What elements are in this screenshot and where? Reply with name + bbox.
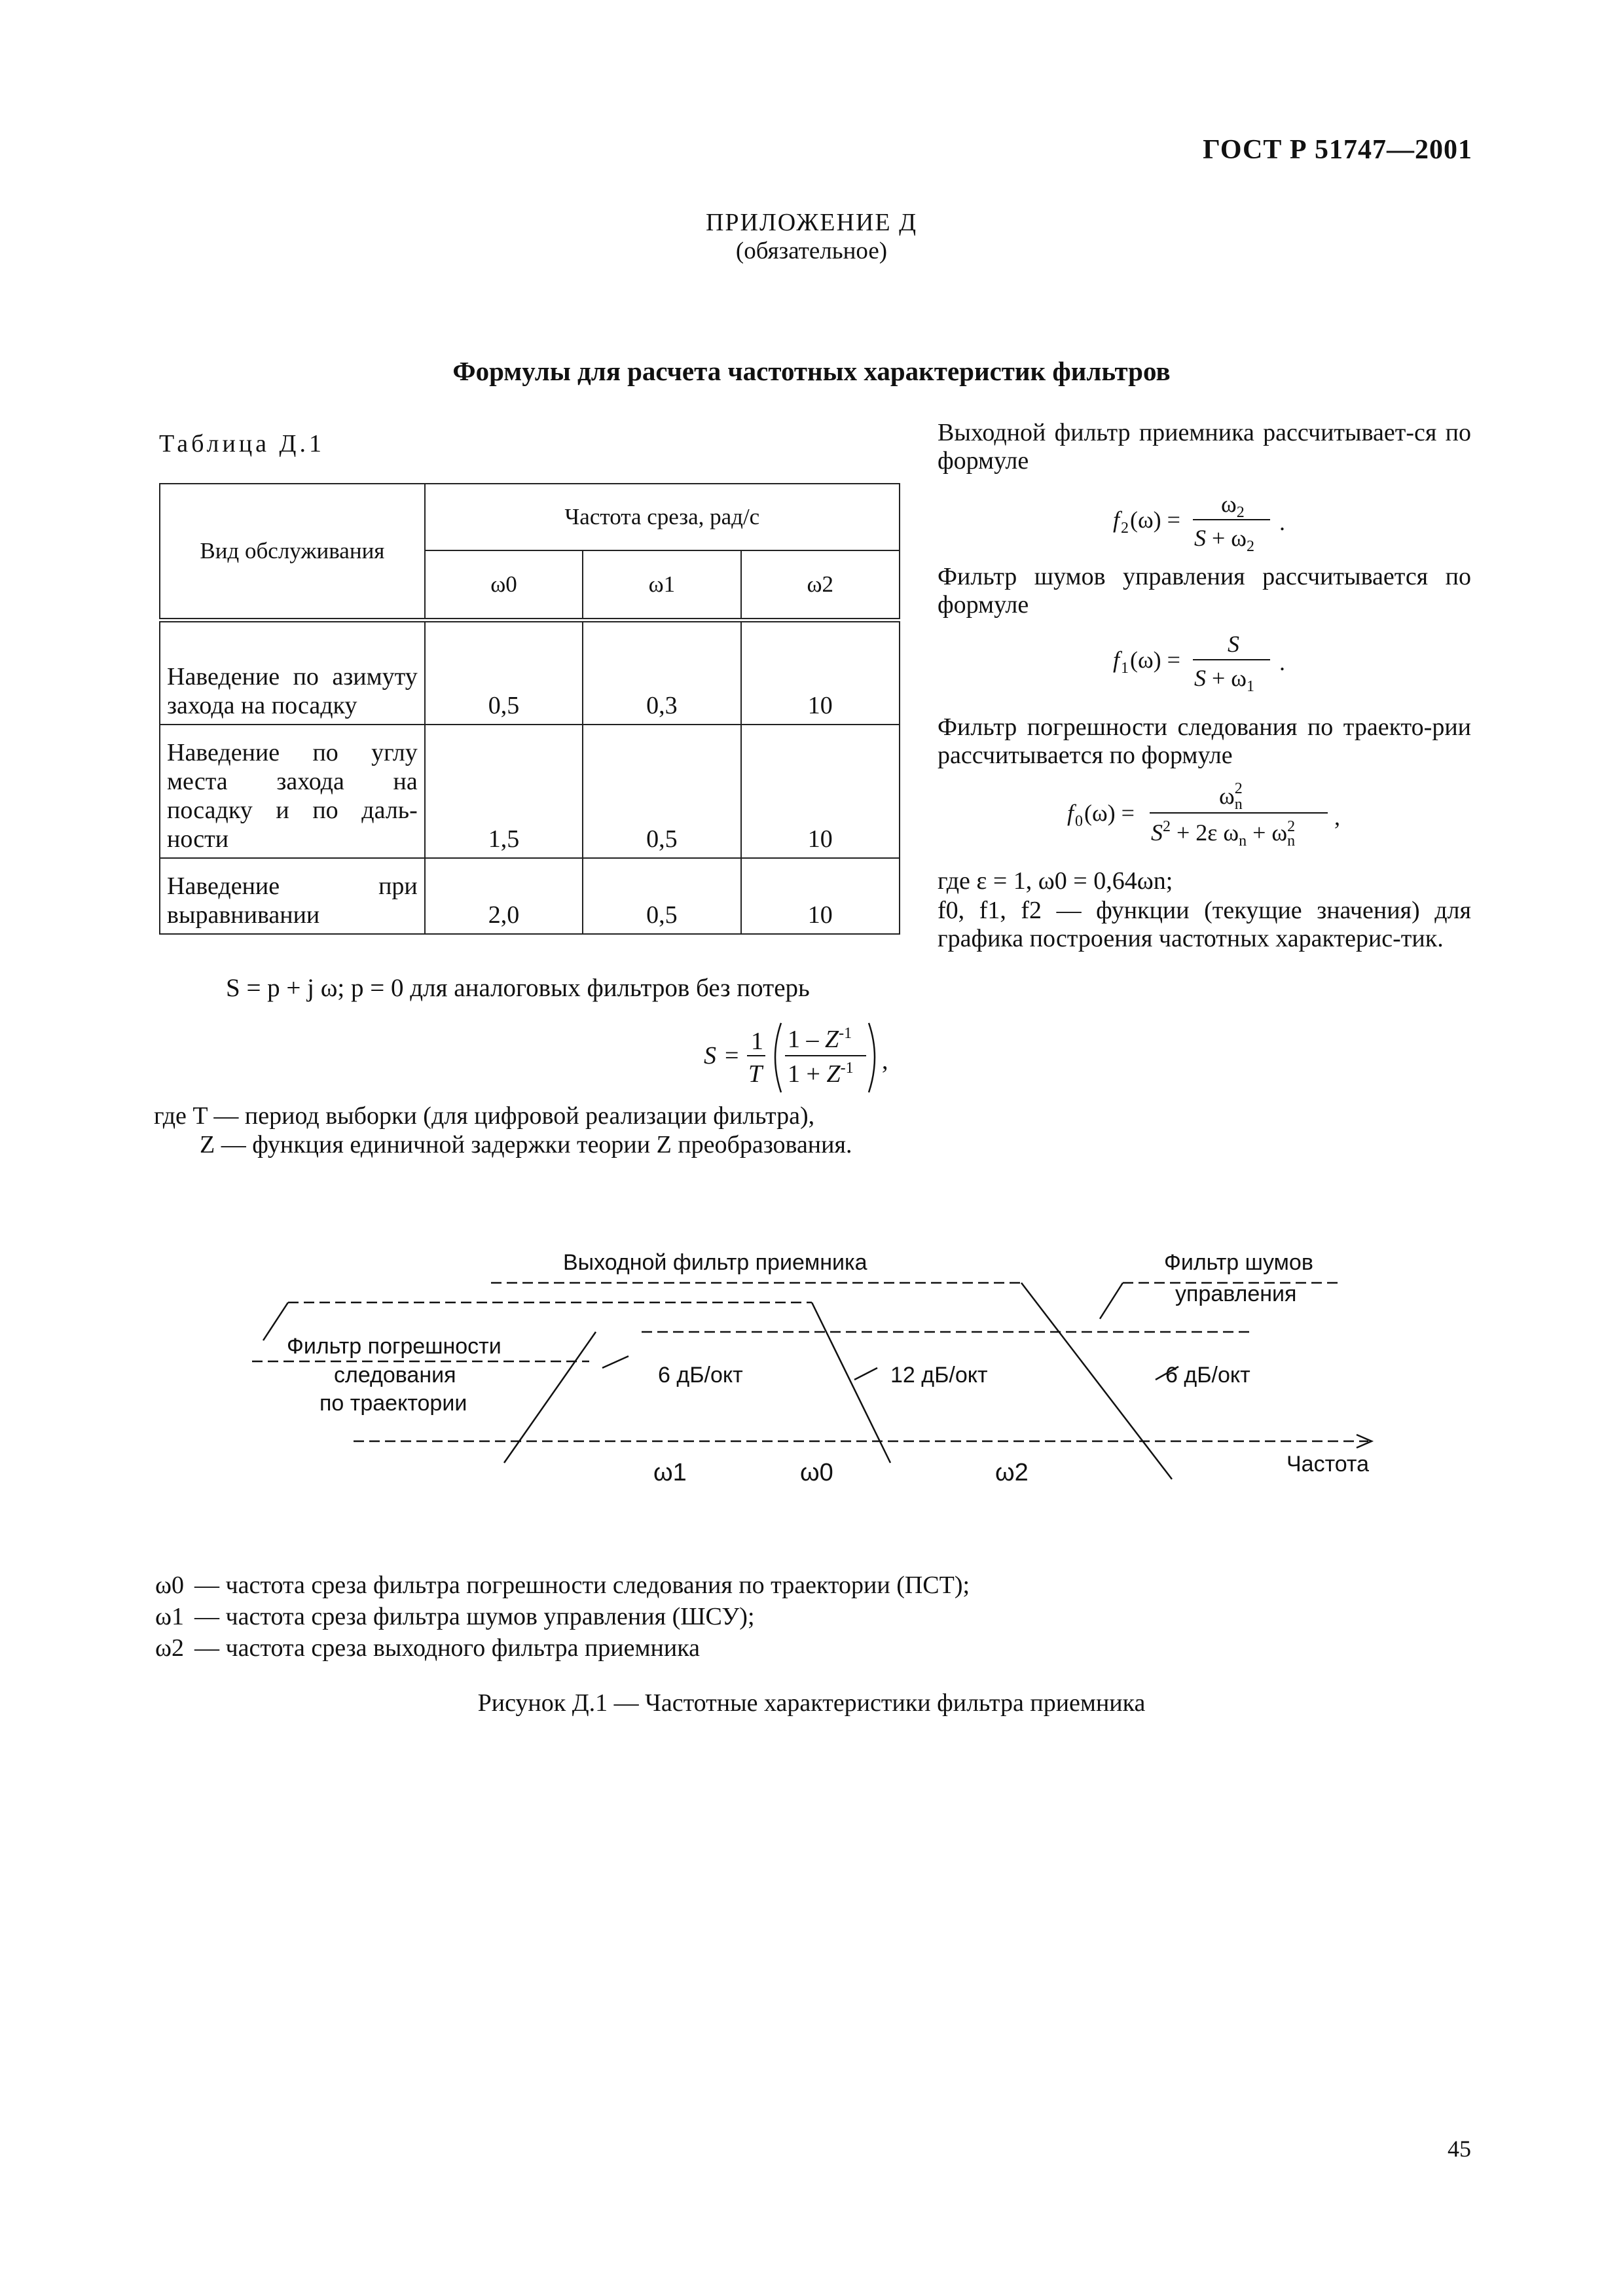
svg-text:1: 1 [1121,660,1129,677]
svg-text:.: . [1279,649,1285,675]
header-omega0: ω0 [425,550,583,620]
header-service-type: Вид обслуживания [160,484,425,620]
document-code: ГОСТ Р 51747—2001 [1203,135,1472,165]
legend-symbol: ω2 [155,1634,185,1662]
label-tracking-1: Фильтр погрешности [287,1334,501,1359]
legend-item [155,1601,970,1632]
svg-text:(ω) =: (ω) = [1130,647,1180,673]
table-row [160,725,900,858]
where-notes [154,1102,852,1159]
frequency-response-diagram [236,1230,1414,1505]
table-row [160,620,900,725]
svg-text:2: 2 [1121,520,1129,537]
legend-item [155,1570,970,1601]
s-definition-note: S = p + j ω; p = 0 для аналоговых фильтров без потерь [226,974,810,1002]
svg-text:.: . [1279,509,1285,535]
table-label: Таблица Д.1 [159,430,325,457]
output-filter-text: Выходной фильтр приемника рассчитывает-ся по формуле [938,419,1471,475]
service-cell: Наведение по углу места захода на посадку и по даль-ности [160,725,425,858]
value-cell: 0,3 [583,620,740,725]
legend-text: — частота среза выходного фильтра приемника [194,1634,700,1662]
service-cell: Наведение при выравнивании [160,858,425,934]
tracking-filter-text: Фильтр погрешности следования по траекто-рии рассчитывается по формуле [938,713,1471,769]
value-cell: 10 [741,858,900,934]
page-number: 45 [1448,2136,1471,2162]
slope-label-1: 6 дБ/окт [658,1363,743,1388]
svg-text:,: , [1334,804,1340,830]
slope-label-2: 12 дБ/окт [890,1363,988,1388]
header-omega1: ω1 [583,550,740,620]
svg-text:S + ω1: $S + \omega_1$ [1194,665,1254,695]
svg-text:=: = [725,1042,739,1069]
label-output-filter: Выходной фильтр приемника [563,1250,867,1275]
legend-item [155,1632,970,1664]
legend-text: — частота среза фильтра погрешности следования по траектории (ПСТ); [194,1571,970,1599]
legend-symbol: ω1 [155,1603,185,1630]
header-cutoff-frequency: Частота среза, рад/с [425,484,900,550]
label-control-noise-1: Фильтр шумов [1164,1250,1313,1275]
legend-text: — частота среза фильтра шумов управления (ШСУ); [194,1603,755,1630]
legend-symbol: ω0 [155,1571,185,1599]
axis-omega0: ω0 [800,1459,833,1486]
value-cell: 2,0 [425,858,583,934]
formula-f0 [1067,772,1355,851]
value-cell: 10 [741,725,900,858]
noise-filter-text: Фильтр шумов управления рассчитывается по формуле [938,563,1471,619]
appendix-title: ПРИЛОЖЕНИЕ Д [705,209,918,236]
functions-note: f0, f1, f2 — функции (текущие значения) для графика построения частотных характерис-тик. [938,897,1471,952]
figure-caption: Рисунок Д.1 — Частотные характеристики фильтра приемника [477,1689,1146,1717]
svg-text:f: f [1113,507,1120,533]
label-tracking-2: следования [334,1363,456,1388]
cutoff-frequency-table [159,483,900,935]
label-tracking-3: по траектории [319,1391,467,1416]
svg-text:,: , [882,1047,888,1075]
svg-text:0: 0 [1075,813,1083,830]
svg-text:(ω) =: (ω) = [1130,507,1180,533]
value-cell: 0,5 [425,620,583,725]
svg-text:T: T [748,1060,763,1088]
header-omega2: ω2 [741,550,900,620]
service-cell: Наведение по азимуту захода на посадку [160,620,425,725]
svg-text:S2 + 2ε ωn + ω2n: $S^2 + 2\varepsilon$ $\omega_n + \omega^2$ n [1151,818,1296,850]
axis-omega2: ω2 [995,1459,1029,1486]
svg-text:1 – Z-1: $1 - Z^{-1}$ [788,1025,852,1053]
svg-text:ω2: $\omega_2$ [1221,491,1245,521]
label-control-noise-2: управления [1175,1282,1297,1306]
svg-text:ω2n: $\omega^2$ n [1219,780,1243,813]
where-z-line: Z — функция единичной задержки теории Z преобразования. [200,1131,852,1158]
slope-label-3: 6 дБ/окт [1165,1363,1250,1388]
axis-omega1: ω1 [653,1459,687,1486]
value-cell: 1,5 [425,725,583,858]
value-cell: 0,5 [583,725,740,858]
axis-label-frequency: Частота [1286,1452,1370,1477]
formula-f2 [1113,483,1296,555]
value-cell: 10 [741,620,900,725]
svg-text:f: f [1067,800,1074,826]
where-t-line: где T — период выборки (для цифровой реализации фильтра), [154,1102,815,1130]
epsilon-note: где ε = 1, ω0 = 0,64ωn; [938,867,1173,895]
legend-list [155,1570,970,1664]
value-cell: 0,5 [583,858,740,934]
svg-text:1 + Z-1: $1 + Z^{-1}$ [788,1060,854,1088]
formula-s-bilinear [704,1011,907,1103]
table-row [160,858,900,934]
svg-text:S: S [704,1042,716,1069]
formula-f1 [1113,623,1296,695]
section-title: Формулы для расчета частотных характеристик фильтров [452,356,1171,386]
svg-text:S: S [1228,631,1239,657]
appendix-note: (обязательное) [735,238,888,264]
svg-text:S + ω2: $S + \omega_2$ [1194,525,1254,555]
svg-text:(ω) =: (ω) = [1084,800,1135,826]
svg-text:f: f [1113,647,1120,673]
svg-text:1: 1 [751,1028,763,1055]
